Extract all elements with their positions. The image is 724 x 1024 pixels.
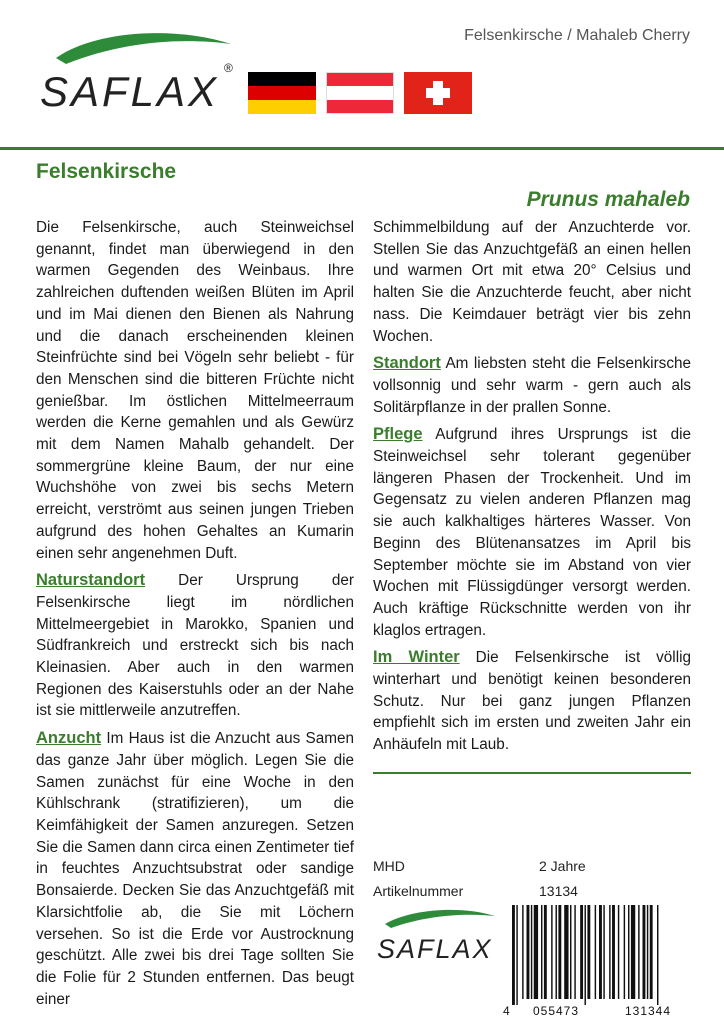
text-column-right <box>373 217 691 762</box>
article-value: 13134 <box>539 883 578 899</box>
germany-flag-icon <box>248 72 316 114</box>
barcode-bar <box>558 905 561 999</box>
barcode-bar <box>516 905 517 1005</box>
barcode-bar <box>647 905 648 999</box>
barcode-bars <box>512 905 658 1005</box>
anzucht-text: Im Haus ist die Anzucht aus Samen das ganze Jahr über möglich. Legen Sie die Samen zunächst für eine Woche in den Kühlschrank (stratifizieren), um die Keimfähigkeit der Samen anzuregen. Setzen Sie die Samen dann circa einen Zentimeter tief in feuchtes Anzuchtsubstrat oder sandige Bonsaierde. Decken Sie das Anzuchtgefäß mit Klarsichtfolie ab, die Sie mit Löchern versehen. So ist die Erde vor Austrocknung geschützt. Alle zwei bis drei Tage sollten Sie die Folie für 2 Stunden entfernen. Das beugt einer <box>36 730 355 1008</box>
winter-heading: Im Winter <box>373 648 460 667</box>
standort-paragraph <box>373 353 691 418</box>
barcode-bar <box>585 905 586 1005</box>
barcode-bar <box>628 905 629 999</box>
winter-paragraph <box>373 647 691 756</box>
barcode-group-right: 131344 <box>624 1004 672 1018</box>
footer-divider <box>373 772 691 774</box>
barcode-bar <box>631 905 635 999</box>
barcode-bar <box>574 905 575 999</box>
barcode-bar <box>612 905 615 999</box>
barcode-bar <box>551 905 552 999</box>
barcode-bar <box>531 905 532 999</box>
naturstandort-paragraph <box>36 570 354 722</box>
barcode-group-left: 055473 <box>532 1004 580 1018</box>
barcode-bar <box>512 905 515 1005</box>
pflege-heading: Pflege <box>373 425 423 444</box>
anzucht-continued: Schimmelbildung auf der Anzuchterde vor. Stellen Sie das Anzuchtgefäß an einen hellen und warmen Ort mit etwa 20° Celsius und halten Sie die Anzuchterde feucht, aber nicht nass. Die Keimdauer beträgt vier bis zehn Wochen. <box>373 219 691 345</box>
barcode-bar <box>534 905 538 999</box>
pflege-paragraph <box>373 424 691 641</box>
barcode-bar <box>643 905 646 999</box>
plant-name-latin: Prunus mahaleb <box>526 188 690 211</box>
standort-text: Am liebsten steht die Felsenkirsche vollsonnig und sehr warm - gern auch als Solitärpflanze in der prallen Sonne. <box>373 355 691 416</box>
barcode-bar <box>650 905 653 999</box>
barcode-bar <box>618 905 619 999</box>
text-column-left <box>36 217 354 1016</box>
registered-mark: ® <box>224 61 233 75</box>
winter-text: Die Felsenkirsche ist völlig winterhart und benötigt keinen besonderen Schutz. Nur bei ganz jungen Pflanzen empfiehlt sich im ersten und zweiten Jahr ein Anhäufeln mit Laub. <box>373 649 691 754</box>
header-divider <box>0 147 724 150</box>
product-title: Felsenkirsche / Mahaleb Cherry <box>464 27 690 44</box>
barcode-bar <box>624 905 625 999</box>
leaf-swoosh-small-icon <box>385 910 495 928</box>
mhd-value: 2 Jahre <box>539 858 586 874</box>
intro-paragraph: Die Felsenkirsche, auch Steinweichsel genannt, findet man überwiegend in den warmen Gegenden des Weinbaus. Ihre zahlreichen duftenden weißen Blüten im April und im Mai dienen den Bienen als Nahrung und die danach erscheinenden kleinen Steinfrüchte sind bei Vögeln sehr beliebt - für den Menschen sind die bitteren Früchte nicht genießbar. Im östlichen Mittelmeerraum werden die Kerne gemahlen und als Gewürz mit dem Namen Mahalb gehandelt. Der sommergrüne kleine Baum, der nur eine Wuchshöhe von zwei bis sechs Metern erreicht, verströmt aus seinen jungen Trieben aufgrund des hohen Gehaltes an Kumarin einen sehr angenehmen Duft. <box>36 219 354 562</box>
flag-row <box>248 72 472 114</box>
plant-name-german: Felsenkirsche <box>36 160 177 183</box>
barcode-bar <box>657 905 658 1005</box>
naturstandort-text: Der Ursprung der Felsenkirsche liegt im nördlichen Mittelmeergebiet in Marokko, Spanien und Südfrankreich und erstreckt sich bis nach Kleinasien. Aber auch in den warmen Regionen des Kaiserstuhls oder an der Nahe ist sie mittlerweile anzutreffen. <box>36 572 354 720</box>
article-label: Artikelnummer <box>373 883 464 899</box>
barcode-bar <box>541 905 542 999</box>
saflax-logo-small <box>373 906 503 968</box>
anzucht-heading: Anzucht <box>36 729 102 748</box>
naturstandort-heading: Naturstandort <box>36 571 146 590</box>
logo-wordmark: SAFLAX <box>40 68 220 115</box>
switzerland-flag-icon <box>404 72 472 114</box>
austria-flag-icon <box>326 72 394 114</box>
barcode-bar <box>564 905 568 999</box>
barcode-bar <box>603 905 604 999</box>
barcode-bar <box>595 905 596 999</box>
barcode-first-digit: 4 <box>503 1004 510 1018</box>
saflax-logo <box>36 28 246 123</box>
pflege-text: Aufgrund ihres Ursprungs ist die Steinweichsel sehr tolerant gegenüber längeren Phasen der Trockenheit. Und im Gegensatz zu vielen anderen Pflanzen mag sie auch kalkhaltiges härteres Wasser. Von Beginn des Blütenansatzes im April bis September möchte sie im Abstand von vier Wochen mit Flüssigdünger versorgt werden. Auch kräftige Rückschnitte werden von ihr klaglos ertragen. <box>373 426 691 639</box>
anzucht-paragraph <box>36 728 354 1010</box>
ean-barcode <box>500 903 696 1018</box>
mhd-label: MHD <box>373 858 405 874</box>
barcode-bar <box>580 905 583 999</box>
barcode-bar <box>609 905 610 999</box>
barcode-bar <box>556 905 557 999</box>
logo-small-wordmark: SAFLAX <box>377 934 493 964</box>
barcode-bar <box>599 905 602 999</box>
barcode-bar <box>544 905 547 999</box>
barcode-bar <box>570 905 571 999</box>
leaf-swoosh-icon <box>56 33 231 64</box>
barcode-bar <box>522 905 523 999</box>
barcode-bar <box>638 905 639 999</box>
standort-heading: Standort <box>373 354 441 373</box>
barcode-bar <box>527 905 530 999</box>
barcode-bar <box>587 905 590 999</box>
